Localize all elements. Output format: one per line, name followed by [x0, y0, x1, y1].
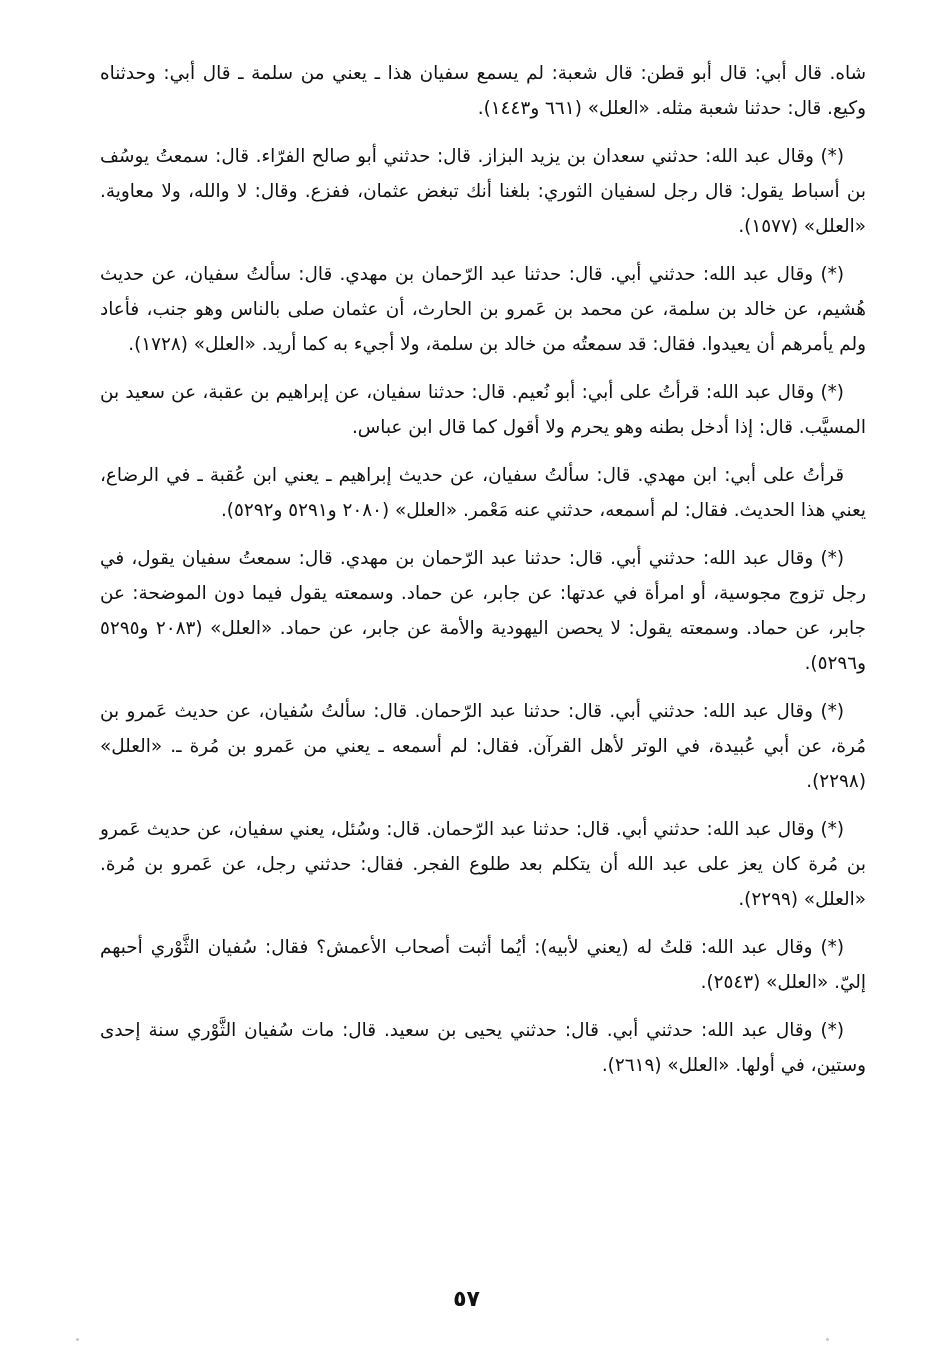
- scan-speck: [76, 1338, 79, 1341]
- page-body: [100, 56, 866, 1096]
- paragraph-4: (*) وقال عبد الله: قرأتُ على أبي: أبو نُعيم. قال: حدثنا سفيان، عن إبراهيم بن عقبة، عن سعيد بن المسيَّب. قال: إذا أدخل بطنه وهو يحرم ولا أقول كما قال ابن عباس.: [100, 382, 866, 438]
- paragraph-1: شاه. قال أبي: قال أبو قطن: قال شعبة: لم يسمع سفيان هذا ـ يعني من سلمة ـ قال أبي: وحدثناه وكيع. قال: حدثنا شعبة مثله. «العلل» (٦٦١ و١٤٤٣).: [100, 63, 866, 119]
- paragraph-9: (*) وقال عبد الله: قلتُ له (يعني لأبيه): أيُما أثبت أصحاب الأعمش؟ فقال: سُفيان الثَّوْري أحبهم إليّ. «العلل» (٢٥٤٣).: [100, 937, 866, 993]
- page-number: ٥٧: [453, 1287, 480, 1312]
- paragraph-5: قرأتُ على أبي: ابن مهدي. قال: سألتُ سفيان، عن حديث إبراهيم ـ يعني ابن عُقبة ـ في الرضاع، يعني هذا الحديث. فقال: لم أسمعه، حدثني عنه مَعْمر. «العلل» (٢٠٨٠ و٥٢٩١ و٥٢٩٢).: [100, 465, 866, 521]
- paragraph-3: (*) وقال عبد الله: حدثني أبي. قال: حدثنا عبد الرّحمان بن مهدي. قال: سألتُ سفيان، عن حديث هُشيم، عن خالد بن سلمة، عن محمد بن عَمرو بن الحارث، أن عثمان صلى بالناس وهو جنب، فأعاد ولم يأمرهم أن يعيدوا. فقال: قد سمعتُه من خالد بن سلمة، ولا أجيء به كما أريد. «العلل» (١٧٢٨).: [100, 264, 866, 355]
- paragraph-7: (*) وقال عبد الله: حدثني أبي. قال: حدثنا عبد الرّحمان. قال: سألتُ سُفيان، عن حديث عَمرو بن مُرة، عن أبي عُبيدة، في الوتر لأهل القرآن. فقال: لم أسمعه ـ يعني من عَمرو بن مُرة ـ. «العلل» (٢٢٩٨).: [100, 701, 866, 792]
- scan-speck: [826, 1338, 829, 1341]
- paragraph-2: (*) وقال عبد الله: حدثني سعدان بن يزيد البزاز. قال: حدثني أبو صالح الفرّاء. قال: سمعتُ يوسُف بن أسباط يقول: قال رجل لسفيان الثوري: بلغنا أنك تبغض عثمان، ففزع. وقال: لا والله، ولا معاوية. «العلل» (١٥٧٧).: [100, 146, 866, 237]
- paragraph-6: (*) وقال عبد الله: حدثني أبي. قال: حدثنا عبد الرّحمان بن مهدي. قال: سمعتُ سفيان يقول، في رجل تزوج مجوسية، أو امرأة في عدتها: عن جابر، عن حماد. وسمعته يقول فيما دون الموضحة: عن جابر، عن حماد. وسمعته يقول: لا يحصن اليهودية والأمة عن جابر، عن حماد. «العلل» (٢٠٨٣ و٥٢٩٥ و٥٢٩٦).: [100, 548, 866, 674]
- paragraph-10: (*) وقال عبد الله: حدثني أبي. قال: حدثني يحيى بن سعيد. قال: مات سُفيان الثَّوْري سنة إحدى وستين، في أولها. «العلل» (٢٦١٩).: [100, 1020, 866, 1076]
- paragraph-8: (*) وقال عبد الله: حدثني أبي. قال: حدثنا عبد الرّحمان. قال: وسُئل، يعني سفيان، عن حديث عَمرو بن مُرة كان يعز على عبد الله أن يتكلم بعد طلوع الفجر. فقال: حدثني رجل، عن عَمرو بن مُرة. «العلل» (٢٢٩٩).: [100, 819, 866, 910]
